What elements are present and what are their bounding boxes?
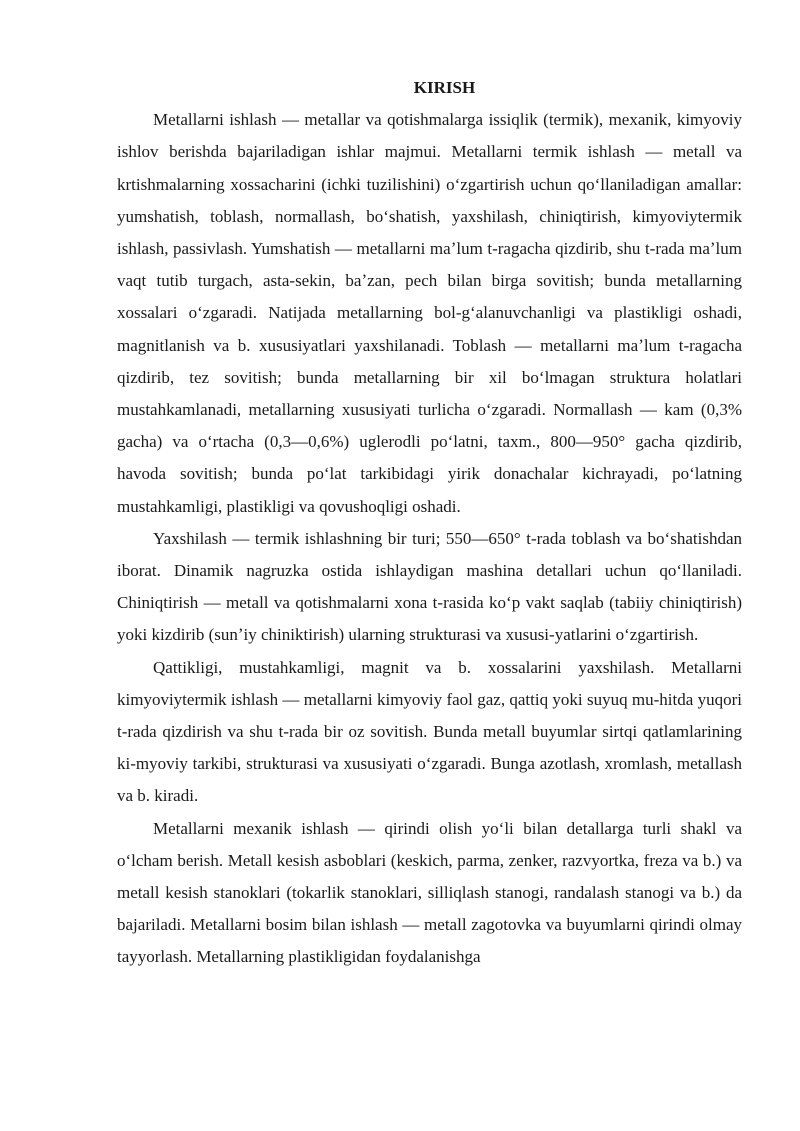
document-body: [117, 72, 742, 974]
paragraph-mexanik-ishlash: Metallarni mexanik ishlash — qirindi olish yoʻli bilan detallarga turli shakl va oʻlcham berish. Metall kesish asboblari (keskich, parma, zenker, razvyortka, freza va b.) va metall kesish stanoklari (tokarlik stanoklari, silliqlash stanogi, randalash stanogi va b.) da bajariladi. Metallarni bosim bilan ishlash — metall zagotovka va buyumlarni qirindi olmay tayyorlash. Metallarning plastikligidan foydalanishga: [117, 818, 742, 967]
paragraph-termik-ishlash: Metallarni ishlash — metallar va qotishmalarga issiqlik (termik), mexanik, kimyoviy ishlov berishda bajariladigan ishlar majmui. Metallarni termik ishlash — metall va krtishmalarning xossacharini (ichki tuzilishini) oʻzgartirish uchun qoʻllaniladigan amallar: yumshatish, toblash, normallash, boʻshatish, yaxshilash, chiniqtirish, kimyoviytermik ishlash, passivlash. Yumshatish — metallarni maʼlum t-ragacha qizdirib, shu t-rada maʼlum vaqt tutib turgach, asta-sekin, baʼzan, pech bilan birga sovitish; bunda metallarning xossalari oʻzgaradi. Natijada metallarning bol-gʻalanuvchanligi va plastikligi oshadi, magnitlanish va b. xususiyatlari yaxshilanadi. Toblash — metallarni maʼlum t-ragacha qizdirib, tez sovitish; bunda metallarning bir xil boʻlmagan struktura holatlari mustahkamlanadi, metallarning xususiyati turlicha oʻzgaradi. Normallash — kam (0,3% gacha) va oʻrtacha (0,3—0,6%) uglerodli poʻlatni, taxm., 800—950° gacha qizdirib, havoda sovitish; bunda poʻlat tarkibidagi yirik donachalar kichrayadi, poʻlatning mustahkamligi, plastikligi va qovushoqligi oshadi.: [117, 110, 742, 516]
paragraph-yaxshilash: Yaxshilash — termik ishlashning bir turi; 550—650° t-rada toblash va boʻshatishdan iborat. Dinamik nagruzka ostida ishlaydigan mashina detallari uchun qoʻllaniladi. Chiniqtirish — metall va qotishmalarni xona t-rasida koʻp vakt saqlab (tabiiy chiniqtirish) yoki kizdirib (sunʼiy chiniktirish) ularning strukturasi va xususi-yatlarini oʻzgartirish.: [117, 528, 742, 645]
page-title: KIRISH: [413, 78, 476, 97]
paragraph-kimyoviytermik: Qattikligi, mustahkamligi, magnit va b. xossalarini yaxshilash. Metallarni kimyoviytermik ishlash — metallarni kimyoviy faol gaz, qattiq yoki suyuq mu-hitda yuqori t-rada qizdirish va shu t-rada bir oz sovitish. Bunda metall buyumlar sirtqi qatlamlarining ki-myoviy tarkibi, strukturasi va xususiyati oʻzgaradi. Bunga azotlash, xromlash, metallash va b. kiradi.: [117, 657, 742, 806]
